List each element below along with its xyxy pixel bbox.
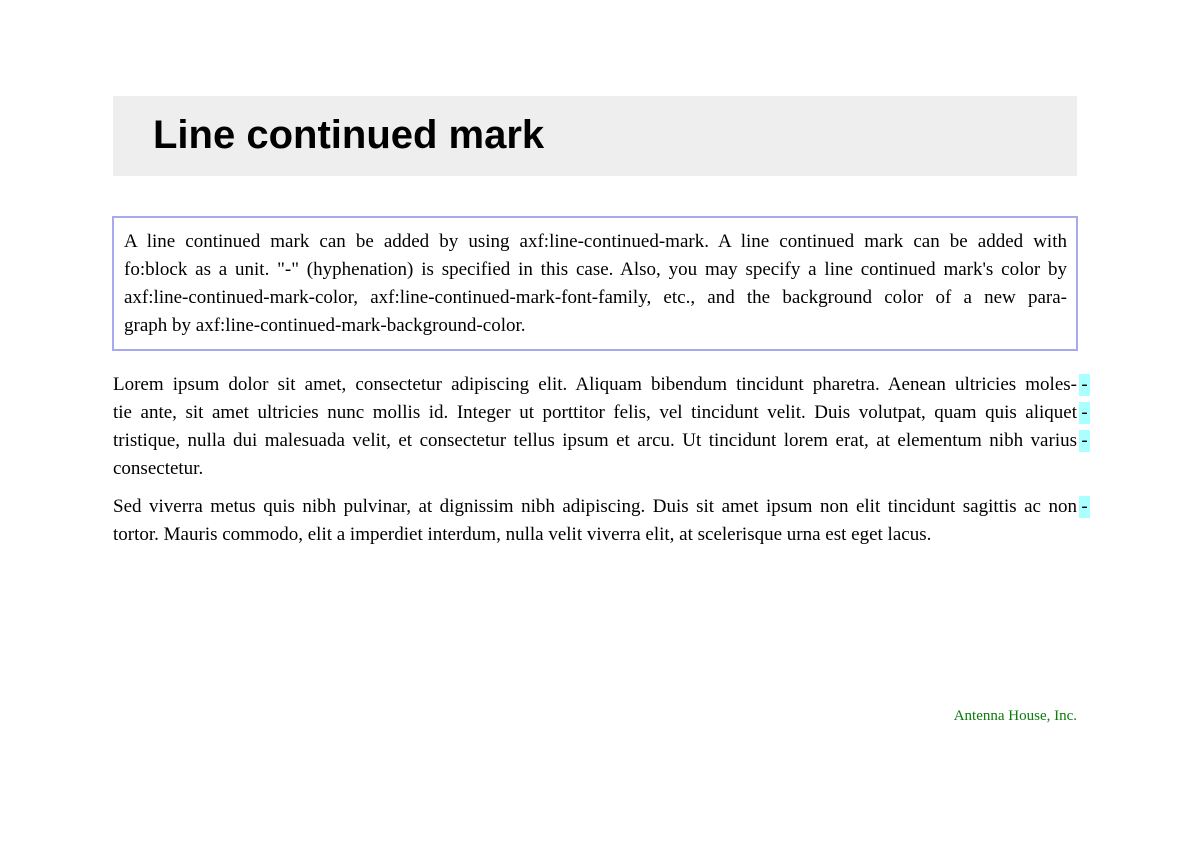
paragraph-1-line: tie ante, sit amet ultricies nunc mollis id. Integer ut porttitor felis, vel tincidunt velit. Duis volutpat, quam quis aliquet	[113, 402, 1077, 423]
footer-company: Antenna House, Inc.	[953, 708, 1077, 724]
paragraph-1-line: Lorem ipsum dolor sit amet, consectetur adipiscing elit. Aliquam bibendum tincidunt pharetra. Aenean ultricies moles-	[113, 374, 1077, 395]
note-box	[112, 216, 1078, 351]
title-banner	[113, 96, 1077, 176]
paragraph-2-line: tortor. Mauris commodo, elit a imperdiet interdum, nulla velit viverra elit, at scelerisque urna est eget lacus.	[113, 524, 932, 545]
paragraph-1-line: consectetur.	[113, 458, 204, 479]
paragraph-1-line: tristique, nulla dui malesuada velit, et consectetur tellus ipsum et arcu. Ut tincidunt lorem erat, at elementum nibh varius	[113, 430, 1077, 451]
line-continued-mark: -	[1079, 496, 1090, 518]
line-continued-mark: -	[1079, 402, 1090, 424]
note-line: axf:line-continued-mark-color, axf:line-continued-mark-font-family, etc., and the background color of a new para-	[124, 287, 1067, 308]
paragraph-2-line: Sed viverra metus quis nibh pulvinar, at dignissim nibh adipiscing. Duis sit amet ipsum non elit tincidunt sagittis ac non	[113, 496, 1077, 517]
note-line: fo:block as a unit. "-" (hyphenation) is specified in this case. Also, you may specify a line continued mark's color by	[124, 259, 1067, 280]
note-line: A line continued mark can be added by using axf:line-continued-mark. A line continued mark can be added with	[124, 231, 1067, 252]
note-line: graph by axf:line-continued-mark-background-color.	[124, 315, 526, 336]
line-continued-mark: -	[1079, 374, 1090, 396]
page-title: Line continued mark	[153, 113, 545, 157]
line-continued-mark: -	[1079, 430, 1090, 452]
